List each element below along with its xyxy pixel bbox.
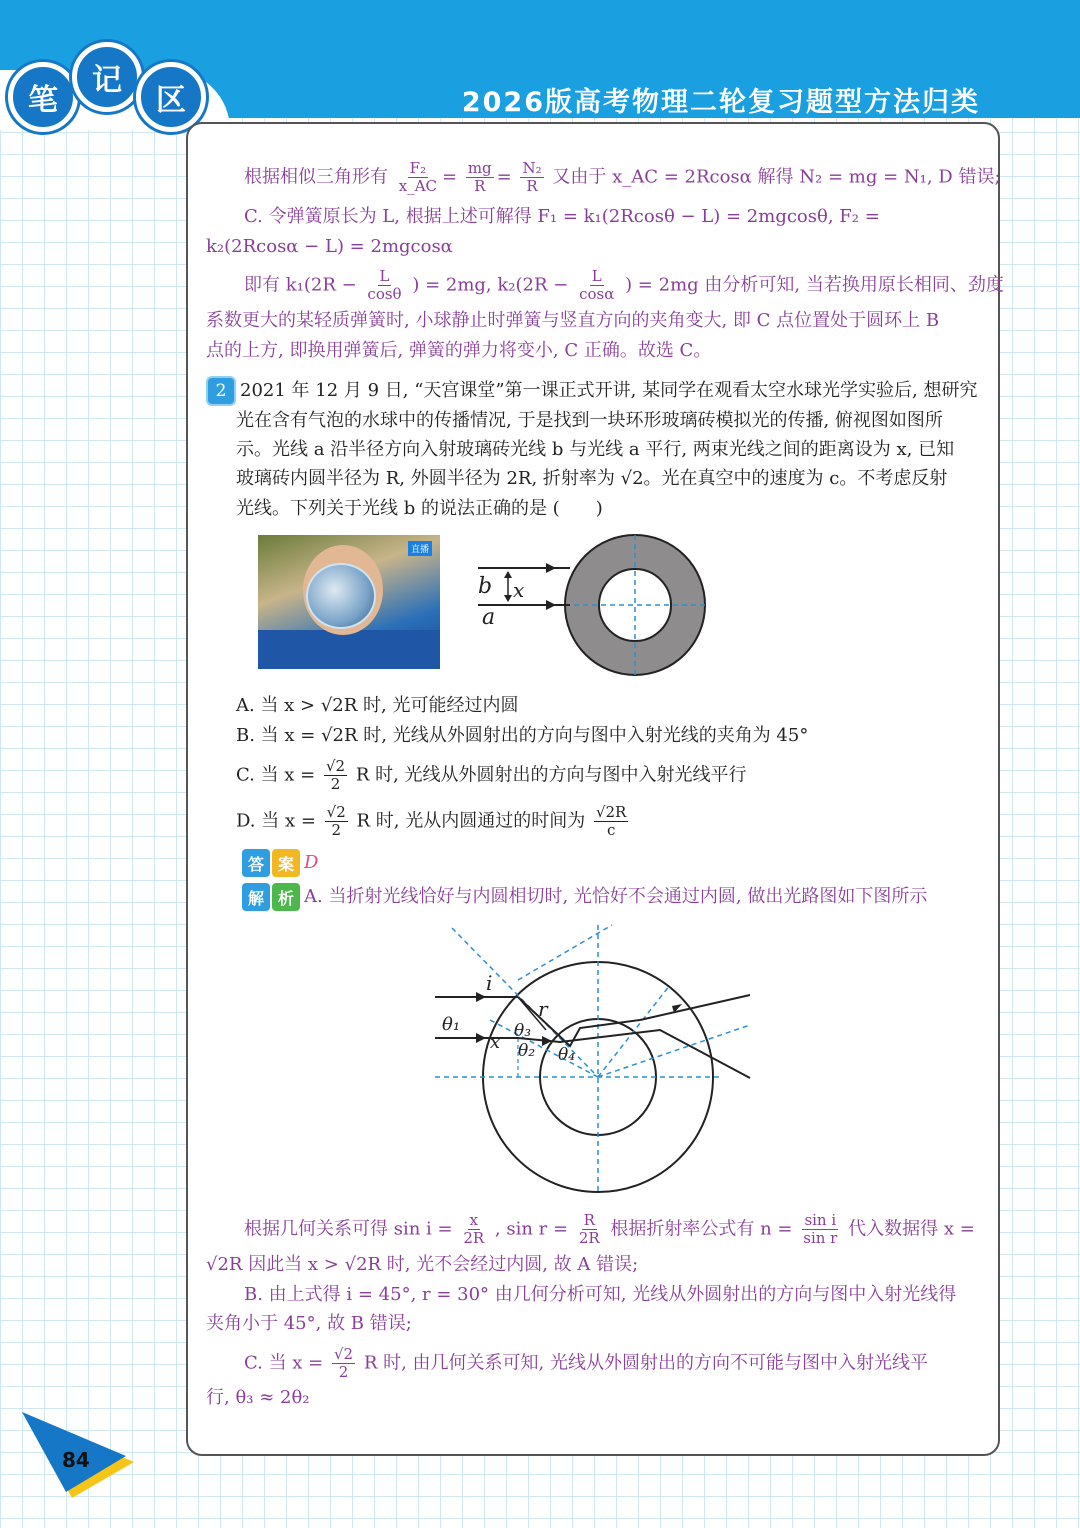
diagram-label-i: i (486, 971, 493, 995)
option-c: C. 当 x = $\frac{√2}{2}$ R 时, 光线从外圆射出的方向与图中入射光线平行 (236, 757, 747, 793)
page-number: 84 (62, 1448, 90, 1472)
badge-qu: 区 (136, 62, 206, 132)
badge-bi: 笔 (8, 62, 78, 132)
question-line-2: 光在含有气泡的水球中的传播情况, 于是找到一块环形玻璃砖模拟光的传播, 俯视图如图所 (236, 410, 943, 431)
glass-ring-figure (470, 530, 710, 682)
prev-line-1: 根据相似三角形有 $\frac{\text{F₂}}{x\_AC}$ = $\frac{mg}{R}$ = $\frac{\text{N₂}}{R}$ 又由于 x_AC = 2Rcosα 解得 N₂ = mg = N₁, D 错误; (244, 159, 1001, 195)
analysis-b-line-2: 夹角小于 45°, 故 B 错误; (206, 1313, 412, 1334)
question-line-1: 2021 年 12 月 9 日, “天宫课堂”第一课正式开讲, 某同学在观看太空水球光学实验后, 想研究 (240, 380, 978, 401)
analysis-tag: 解 析 (242, 883, 300, 911)
analysis-b-line-1: B. 由上式得 i = 45°, r = 30° 由几何分析可知, 光线从外圆射出的方向与图中入射光线得 (244, 1284, 957, 1305)
analysis-a-line-2: √2R 因此当 x > √2R 时, 光不会经过内圆, 故 A 错误; (206, 1254, 639, 1275)
option-b: B. 当 x = √2R 时, 光线从外圆射出的方向与图中入射光线的夹角为 45° (236, 725, 809, 746)
prev-line-6: 点的上方, 即换用弹簧后, 弹簧的弹力将变小, C 正确。故选 C。 (206, 340, 712, 361)
option-a: A. 当 x > √2R 时, 光可能经过内圆 (236, 695, 519, 716)
diagram-label-x: x (490, 1032, 501, 1053)
diagram-label-theta1: θ₁ (442, 1014, 461, 1035)
analysis-c-line-2: 行, θ₃ ≈ 2θ₂ (206, 1387, 310, 1408)
question-line-3: 示。光线 a 沿半径方向入射玻璃砖光线 b 与光线 a 平行, 两束光线之间的距离设为 x, 已知 (236, 439, 955, 460)
answer-tag: 答 案 (242, 849, 300, 877)
fig-label-b: b (478, 574, 493, 599)
analysis-a-intro: A. 当折射光线恰好与内圆相切时, 光恰好不会通过内圆, 做出光路图如下图所示 (304, 886, 928, 907)
fig-label-a: a (482, 605, 496, 630)
diagram-label-r: r (538, 997, 548, 1021)
prev-line-2: C. 令弹簧原长为 L, 根据上述可解得 F₁ = k₁(2Rcosθ − L) = 2mgcosθ, F₂ = (244, 206, 880, 227)
badge-ji: 记 (72, 42, 142, 112)
light-path-diagram (430, 920, 760, 1200)
question-line-5: 光线。下列关于光线 b 的说法正确的是 ( ) (236, 498, 603, 519)
question-number: 2 (208, 378, 234, 404)
answer-value: D (304, 852, 319, 873)
diagram-label-theta3: θ₃ (514, 1021, 532, 1041)
prev-line-4: 即有 k₁(2R − $\frac{L}{\cos\theta}$ ) = 2mg, k₂(2R − $\frac{L}{\cos\alpha}$ ) = 2mg 由分析可知, 当若换用原长相同、劲度 (244, 267, 1004, 303)
prev-line-5: 系数更大的某轻质弹簧时, 小球静止时弹簧与竖直方向的夹角变大, 即 C 点位置处于圆环上 B (206, 310, 940, 331)
option-d: D. 当 x = $\frac{√2}{2}$ R 时, 光从内圆通过的时间为 $\frac{√2R}{c}$ (236, 803, 627, 839)
analysis-c-line-1: C. 当 x = $\frac{√2}{2}$ R 时, 由几何关系可知, 光线从外圆射出的方向不可能与图中入射光线平 (244, 1345, 929, 1381)
tiangong-classroom-photo (258, 535, 440, 669)
diagram-label-theta2: θ₂ (518, 1041, 536, 1061)
analysis-a-line-1: 根据几何关系可得 sin i = $\frac{x}{2R}$ , sin r = $\frac{R}{2R}$ 根据折射率公式有 n = $\frac{\text{sin i}}{\text{sin r}}$ 代入数据得 x = (244, 1211, 975, 1247)
book-title: 2026版高考物理二轮复习题型方法归类 (461, 87, 980, 118)
fig-label-x: x (513, 578, 525, 602)
diagram-label-theta4: θ₄ (558, 1045, 576, 1065)
live-badge: 直播 (408, 541, 432, 556)
prev-line-3: k₂(2Rcosα − L) = 2mgcosα (206, 236, 453, 257)
question-line-4: 玻璃砖内圆半径为 R, 外圆半径为 2R, 折射率为 √2。光在真空中的速度为 c。不考虑反射 (236, 468, 948, 489)
